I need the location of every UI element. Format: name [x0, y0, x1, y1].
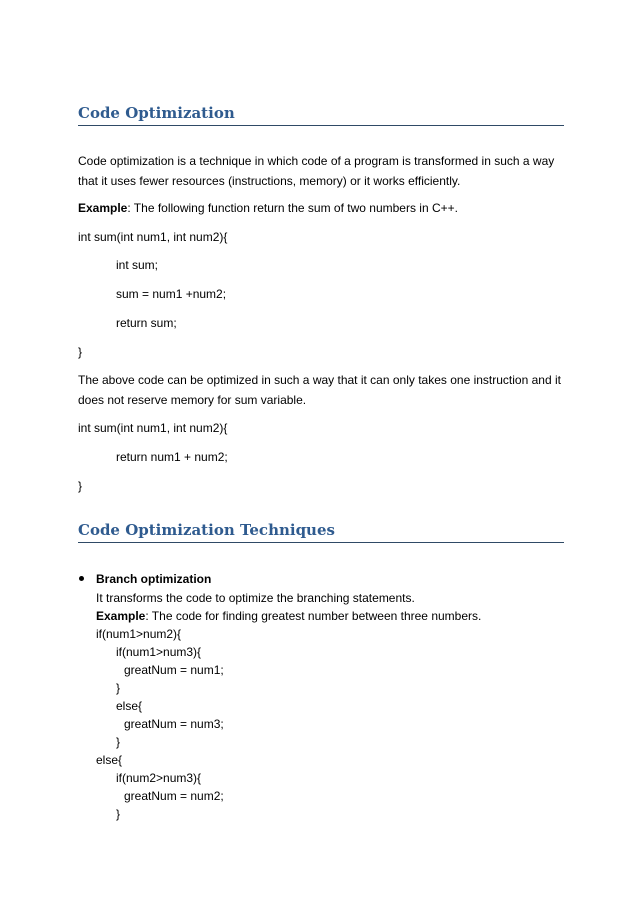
code-line: else{	[96, 753, 123, 767]
example-label: Example	[96, 609, 146, 623]
code-line: }	[116, 681, 121, 695]
example-label: Example	[78, 201, 128, 215]
paragraph-line: that it uses fewer resources (instructions, memory) or it works efficiently.	[78, 174, 461, 188]
code-line: greatNum = num2;	[124, 789, 224, 803]
bullet-example-line	[96, 609, 481, 623]
code-line: return sum;	[116, 316, 177, 330]
code-line: }	[116, 735, 121, 749]
code-line: return num1 + num2;	[116, 450, 228, 464]
code-line: }	[116, 807, 121, 821]
example-line	[78, 201, 458, 215]
paragraph-line: does not reserve memory for sum variable.	[78, 393, 307, 407]
code-line: }	[78, 345, 83, 359]
paragraph-line: The above code can be optimized in such a way that it can only takes one instruction and it	[78, 373, 561, 387]
code-line: if(num1>num3){	[116, 645, 202, 659]
code-line: greatNum = num3;	[124, 717, 224, 731]
paragraph-line: Code optimization is a technique in which code of a program is transformed in such a way	[78, 154, 555, 168]
code-line: if(num1>num2){	[96, 627, 182, 641]
bullet-title: Branch optimization	[96, 572, 212, 586]
code-line: int sum;	[116, 258, 159, 272]
code-line: if(num2>num3){	[116, 771, 202, 785]
example-text: : The code for finding greatest number between three numbers.	[145, 609, 482, 623]
section-heading-techniques: Code Optimization Techniques	[78, 521, 564, 543]
example-text: : The following function return the sum of two numbers in C++.	[127, 201, 458, 215]
code-line: int sum(int num1, int num2){	[78, 230, 228, 244]
code-line: greatNum = num1;	[124, 663, 224, 677]
code-line: int sum(int num1, int num2){	[78, 421, 228, 435]
code-line: else{	[116, 699, 143, 713]
code-line: sum = num1 +num2;	[116, 287, 227, 301]
code-line: }	[78, 479, 83, 493]
bullet-description: It transforms the code to optimize the branching statements.	[96, 591, 415, 605]
bullet-icon	[79, 576, 84, 581]
section-heading-code-optimization: Code Optimization	[78, 104, 564, 126]
